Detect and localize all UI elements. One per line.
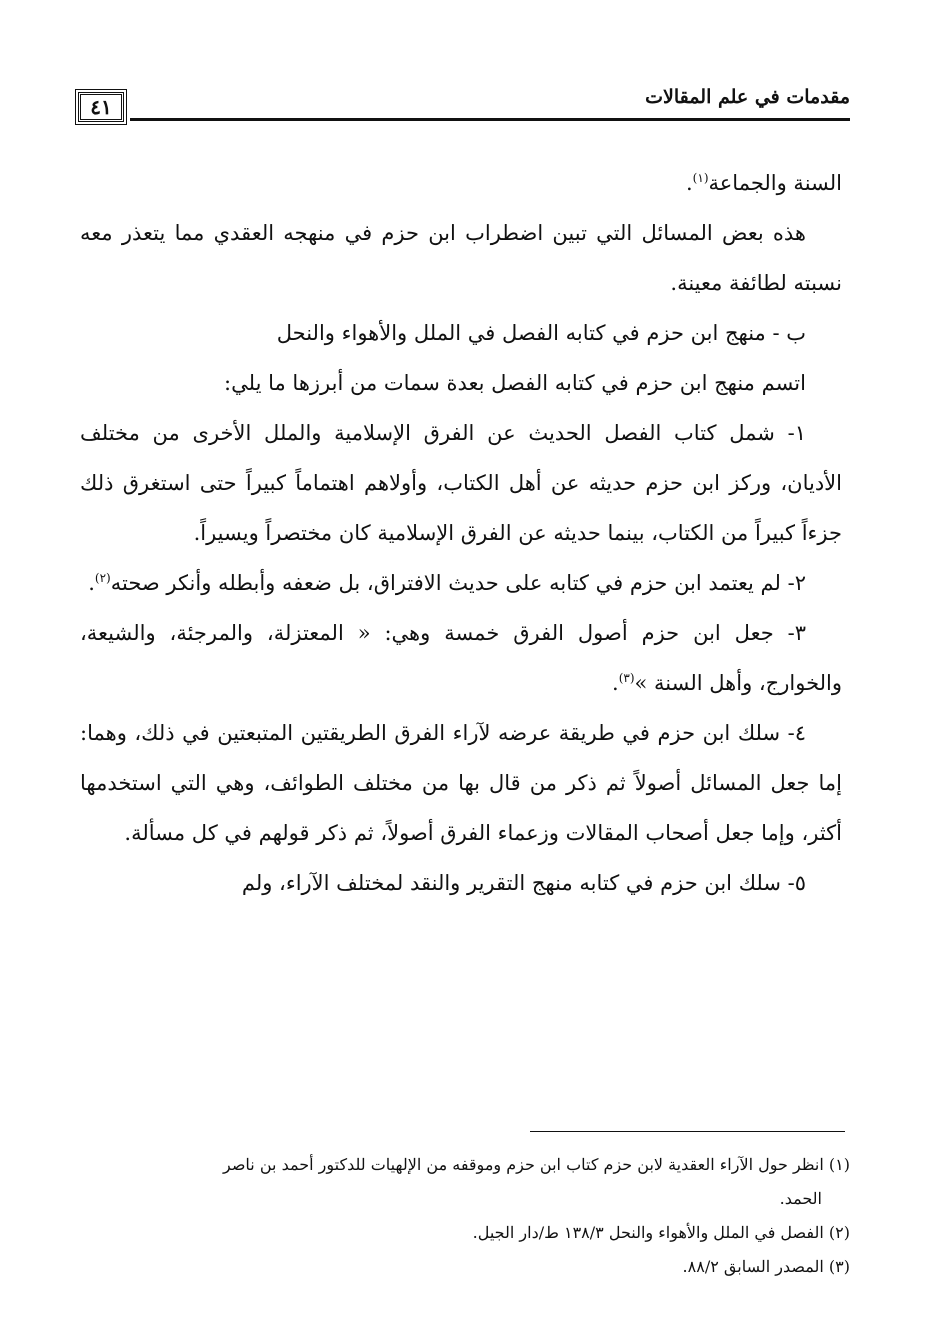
point-5: ٥- سلك ابن حزم في كتابه منهج التقرير والنقد لمختلف الآراء، ولم bbox=[241, 871, 806, 895]
point-2 bbox=[80, 558, 842, 608]
main-text bbox=[80, 158, 842, 908]
footnote-3: (٣) المصدر السابق ٨٨/٢. bbox=[682, 1257, 850, 1276]
footnote-1-continued: الحمد. bbox=[779, 1189, 822, 1208]
point-2-text: ٢- لم يعتمد ابن حزم في كتابه على حديث الافتراق، بل ضعفه وأبطله وأنكر صحته bbox=[110, 571, 806, 595]
footnote-ref-1: (١) bbox=[692, 171, 709, 185]
paragraph-2: هذه بعض المسائل التي تبين اضطراب ابن حزم في منهجه العقدي مما يتعذر معه نسبته لطائفة معينة. bbox=[80, 221, 842, 295]
page-header bbox=[70, 82, 850, 130]
page-number: ٤١ bbox=[78, 92, 124, 122]
paragraph-1 bbox=[80, 158, 842, 208]
point-2-end: . bbox=[88, 571, 95, 595]
footnote-ref-3: (٣) bbox=[618, 671, 635, 685]
point-3 bbox=[80, 608, 842, 708]
paragraph-1-text: السنة والجماعة bbox=[708, 171, 842, 195]
paragraph-1-end: . bbox=[685, 171, 693, 195]
section-heading: ب - منهج ابن حزم في كتابه الفصل في الملل والأهواء والنحل bbox=[276, 321, 806, 345]
paragraph-4: اتسم منهج ابن حزم في كتابه الفصل بعدة سمات من أبرزها ما يلي: bbox=[224, 371, 806, 395]
running-title: مقدمات في علم المقالات bbox=[645, 86, 850, 108]
point-4: ٤- سلك ابن حزم في طريقة عرضه لآراء الفرق الطريقتين المتبعتين في ذلك، وهما: إما جعل المسائل أصولاً ثم ذكر من قال بها من مختلف الطوائف، وهي التي استخدمها أكثر، وإما جعل أصحاب المقالات وزعماء الفرق أصولاً، ثم ذكر قولهم في كل مسألة. bbox=[80, 721, 842, 845]
point-3-text: ٣- جعل ابن حزم أصول الفرق خمسة وهي: « المعتزلة، والمرجئة، والشيعة، والخوارج، وأهل السنة » bbox=[80, 621, 842, 695]
header-rule bbox=[130, 118, 850, 121]
footnote-1: (١) انظر حول الآراء العقدية لابن حزم كتاب ابن حزم وموقفه من الإلهيات للدكتور أحمد بن ناصر bbox=[223, 1155, 850, 1174]
point-3-end: . bbox=[612, 671, 619, 695]
footnote-ref-2: (٢) bbox=[94, 571, 111, 585]
point-1: ١- شمل كتاب الفصل الحديث عن الفرق الإسلامية والملل الأخرى من مختلف الأديان، وركز ابن حزم حديثه عن أهل الكتاب، وأولاهم اهتماماً كبيراً حتى استغرق ذلك جزءاً كبيراً من الكتاب، بينما حديثه عن الفرق الإسلامية كان مختصراً ويسيراً. bbox=[80, 421, 842, 545]
footnotes bbox=[80, 1148, 850, 1284]
footnote-2: (٢) الفصل في الملل والأهواء والنحل ١٣٨/٣ ط/دار الجيل. bbox=[472, 1223, 850, 1242]
footnote-separator bbox=[530, 1131, 845, 1132]
